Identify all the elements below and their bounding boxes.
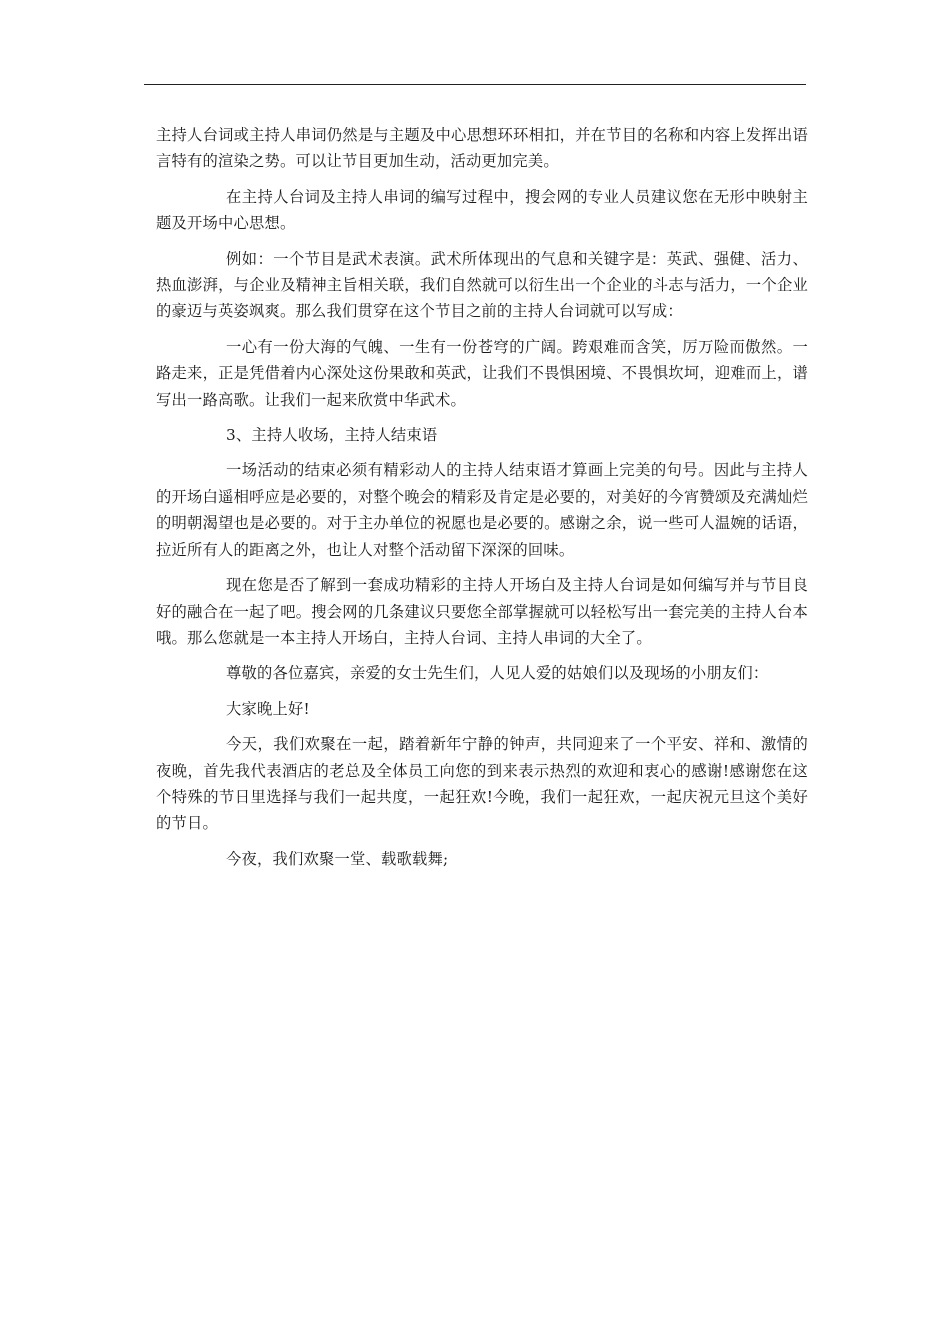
paragraph-martial-arts-script: 一心有一份大海的气魄、一生有一份苍穹的广阔。跨艰难而含笑，厉万险而傲然。一路走来，正是凭借着内心深处这份果敢和英武，让我们不畏惧困境、不畏惧坎坷，迎难而上，谱写出一路高歌。让我们一起来欣赏中华武术。: [156, 337, 808, 409]
paragraph-tonight: 今夜，我们欢聚一堂、载歌载舞;: [226, 849, 449, 868]
paragraph-greeting-guests: 尊敬的各位嘉宾，亲爱的女士先生们，人见人爱的姑娘们以及现场的小朋友们：: [226, 664, 769, 683]
paragraph-summary: 现在您是否了解到一套成功精彩的主持人开场白及主持人台词是如何编写并与节目良好的融合在一起了吧。搜会网的几条建议只要您全部掌握就可以轻松写出一套完美的主持人台本哦。那么您就是一本主持人开场白，主持人台词、主持人串词的大全了。: [156, 576, 808, 647]
paragraph-welcome-speech: 今天，我们欢聚在一起，踏着新年宁静的钟声，共同迎来了一个平安、祥和、激情的夜晚，首先我代表酒店的老总及全体员工向您的到来表示热烈的欢迎和衷心的感谢!感谢您在这个特殊的节日里选择与我们一起共度，一起狂欢!今晚，我们一起狂欢，一起庆祝元旦这个美好的节日。: [156, 735, 808, 833]
paragraph-martial-arts-example: 例如：一个节目是武术表演。武术所体现出的气息和关键字是：英武、强健、活力、热血澎湃，与企业及精神主旨相关联，我们自然就可以衍生出一个企业的斗志与活力，一个企业的豪迈与英姿飒爽。那么我们贯穿在这个节目之前的主持人台词就可以写成：: [156, 249, 808, 321]
paragraph-host-lines-intro: 主持人台词或主持人串词仍然是与主题及中心思想环环相扣，并在节目的名称和内容上发挥出语言特有的渲染之势。可以让节目更加生动，活动更加完美。: [156, 126, 808, 171]
paragraph-closing-remarks: 一场活动的结束必须有精彩动人的主持人结束语才算画上完美的句号。因此与主持人的开场白遥相呼应是必要的，对整个晚会的精彩及肯定是必要的，对美好的今宵赞颂及充满灿烂的明朝渴望也是必要的。对于主办单位的祝愿也是必要的。感谢之余，说一些可人温婉的话语，拉近所有人的距离之外，也让人对整个活动留下深深的回味。: [156, 461, 808, 559]
paragraph-writing-advice: 在主持人台词及主持人串词的编写过程中，搜会网的专业人员建议您在无形中映射主题及开场中心思想。: [156, 187, 808, 233]
paragraph-good-evening: 大家晚上好!: [226, 699, 310, 718]
header-rule: [144, 84, 806, 85]
section-heading-closing: 3、主持人收场，主持人结束语: [226, 426, 438, 445]
document-body: [156, 122, 808, 881]
